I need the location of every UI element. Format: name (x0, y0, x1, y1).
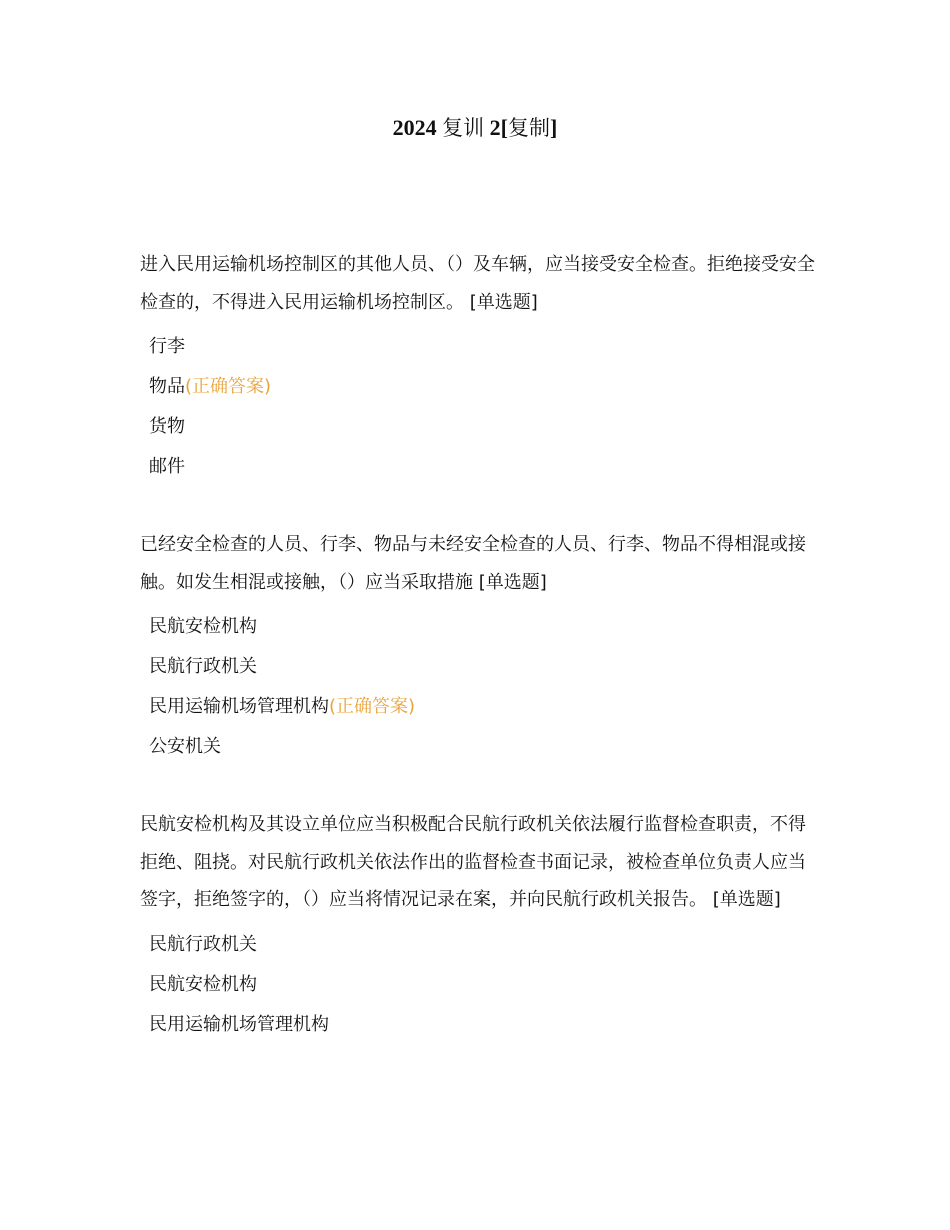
stem-text: 民航安检机构及其设立单位应当积极配合民航行政机关依法履行监督检查职责，不得拒绝、阻挠。对民航行政机关依法作出的监督检查书面记录，被检查单位负责人应当签字，拒绝签字的，（）应当将情况记录在案，并向民航行政机关报告。 (140, 814, 806, 910)
option-label: 民用运输机场管理机构 (149, 1013, 329, 1035)
option[interactable] (140, 727, 816, 767)
option-label: 行李 (149, 336, 185, 357)
options-list (140, 925, 816, 1045)
option[interactable] (140, 407, 816, 447)
option[interactable] (140, 687, 816, 727)
option-label: 民航行政机关 (149, 656, 257, 677)
option-label: 民航安检机构 (149, 616, 257, 637)
title-number: 2[ (489, 115, 508, 140)
question-stem (140, 526, 816, 601)
option[interactable] (140, 1005, 816, 1045)
question-type: [单选题] (712, 889, 781, 910)
option-label: 民航安检机构 (149, 973, 257, 995)
option[interactable] (140, 925, 816, 965)
question-stem (140, 246, 816, 321)
options-list (140, 327, 816, 487)
option-label: 邮件 (149, 456, 185, 477)
question-3 (140, 806, 816, 1045)
option[interactable] (140, 647, 816, 687)
correct-answer-mark: (正确答案) (329, 696, 416, 717)
question-2 (140, 526, 816, 767)
question-stem (140, 806, 816, 919)
stem-text: 进入民用运输机场控制区的其他人员、（）及车辆，应当接受安全检查。拒绝接受安全检查的，不得进入民用运输机场控制区。 (140, 254, 815, 313)
option-label: 物品 (149, 376, 185, 397)
correct-answer-mark: (正确答案) (185, 376, 272, 397)
option-label: 公安机关 (149, 736, 221, 757)
question-1 (140, 246, 816, 487)
option[interactable] (140, 447, 816, 487)
option[interactable] (140, 367, 816, 407)
question-type: [单选题] (478, 571, 547, 593)
option[interactable] (140, 327, 816, 367)
title-text: 复训 (442, 116, 485, 140)
page-title (0, 112, 950, 142)
title-year: 2024 (392, 115, 437, 140)
option-label: 货物 (149, 416, 185, 437)
option-label: 民用运输机场管理机构 (149, 696, 329, 717)
question-type: [单选题] (469, 291, 538, 313)
options-list (140, 607, 816, 767)
stem-text: 已经安全检查的人员、行李、物品与未经安全检查的人员、行李、物品不得相混或接触。如发生相混或接触，（）应当采取措施 (140, 534, 806, 593)
option[interactable] (140, 607, 816, 647)
title-copy: 复制 (508, 116, 550, 140)
option-label: 民航行政机关 (149, 933, 257, 955)
title-bracket: ] (550, 115, 558, 140)
option[interactable] (140, 965, 816, 1005)
